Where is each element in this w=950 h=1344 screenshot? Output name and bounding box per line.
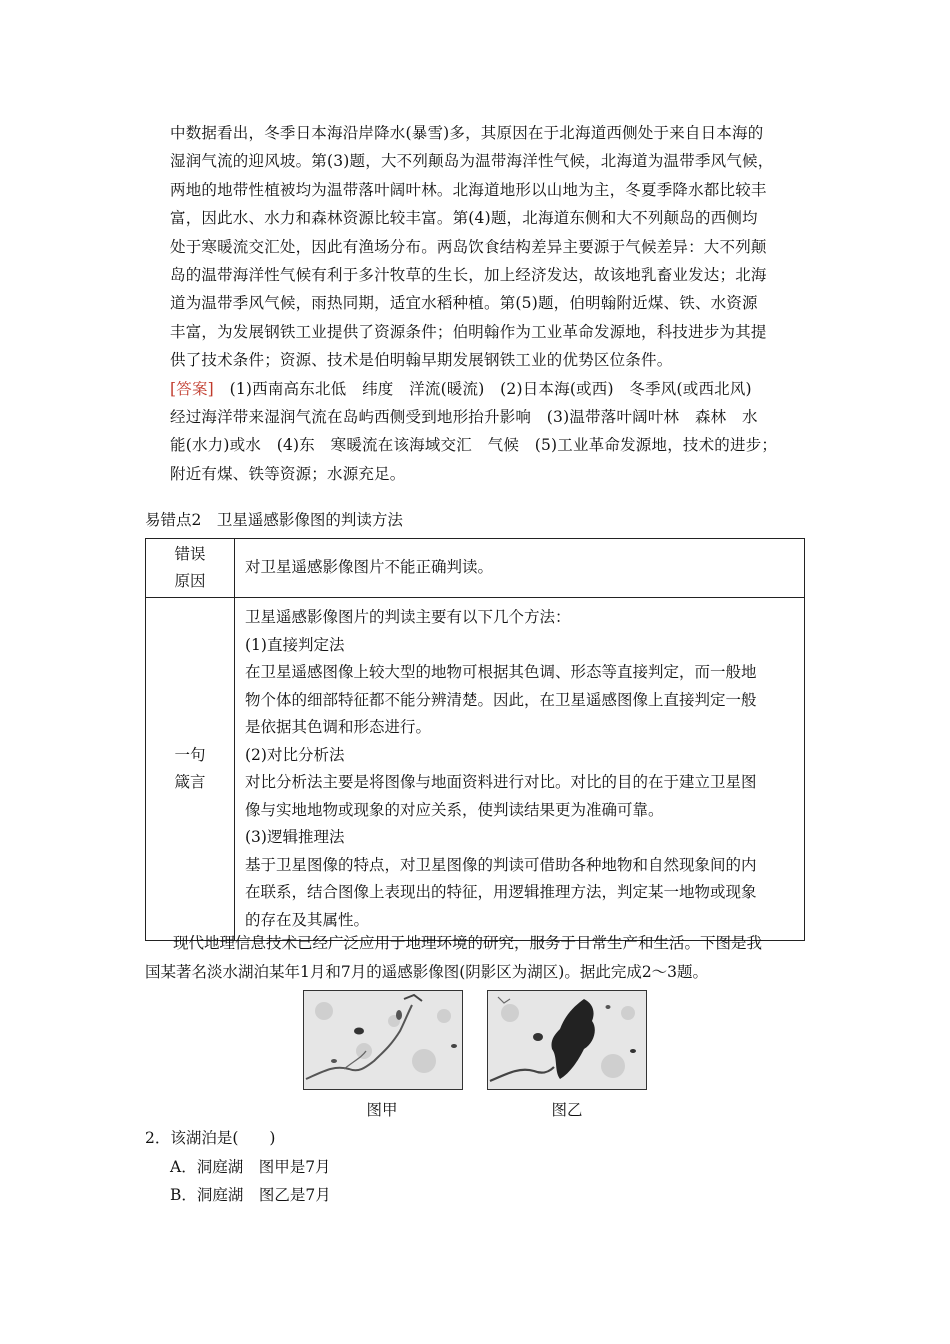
option-a[interactable]: A．洞庭湖 图甲是7月 (170, 1158, 331, 1176)
method-line: 是依据其色调和形态进行。 (245, 718, 432, 736)
method-line: 基于卫星图像的特点，对卫星图像的判读可借助各种地物和自然现象间的内 (245, 855, 757, 874)
satellite-image-jia (303, 990, 463, 1090)
row-label (146, 539, 235, 598)
table-row (146, 539, 805, 598)
section-heading: 易错点2 卫星遥感影像图的判读方法 (145, 511, 403, 529)
error-point-table (145, 538, 805, 941)
method-line: 在卫星遥感图像上较大型的地物可根据其色调、形态等直接判定，而一般地 (245, 663, 757, 681)
row-label-line: 原因 (174, 572, 206, 590)
answer-line: 附近有煤、铁等资源；水源充足。 (170, 464, 406, 483)
option-b[interactable]: B．洞庭湖 图乙是7月 (170, 1186, 331, 1204)
method-line: 在联系，结合图像上表现出的特征，用逻辑推理方法，判定某一地物或现象 (245, 883, 757, 901)
explanation-paragraph (170, 119, 810, 488)
method-line: 物个体的细部特征都不能分辨清楚。因此，在卫星遥感图像上直接判定一般 (245, 690, 757, 709)
answer-text: (1)西南高东北低 纬度 洋流(暖流) (2)日本海(或西) 冬季风(或西北风) (213, 379, 752, 398)
method-line: 像与实地地物或现象的对应关系，使判读结果更为准确可靠。 (245, 800, 664, 819)
answer-line: 经过海洋带来湿润气流在岛屿西侧受到地形抬升影响 (3)温带落叶阔叶林 森林 水 (170, 408, 758, 427)
intro-line: 现代地理信息技术已经广泛应用于地理环境的研究，服务于日常生产和生活。下图是我 (173, 934, 763, 952)
explanation-line: 岛的温带海洋性气候有利于多汁牧草的生长，加上经济发达，故该地乳畜业发达；北海 (170, 266, 767, 285)
intro-line: 国某著名淡水湖泊某年1月和7月的遥感影像图(阴影区为湖区)。据此完成2～3题。 (145, 962, 709, 981)
explanation-line: 富，因此水、水力和森林资源比较丰富。第(4)题，北海道东侧和大不列颠岛的西侧均 (170, 209, 758, 228)
explanation-line: 处于寒暖流交汇处，因此有渔场分布。两岛饮食结构差异主要源于气候差异：大不列颠 (170, 237, 767, 256)
method-line: (3)逻辑推理法 (245, 828, 345, 846)
answer-line: 能(水力)或水 (4)东 寒暖流在该海域交汇 气候 (5)工业革命发源地，技术的进步； (170, 436, 778, 455)
row-content: 对卫星遥感影像图片不能正确判读。 (235, 539, 805, 598)
answer-tag: [答案] (170, 379, 214, 398)
explanation-line: 湿润气流的迎风坡。第(3)题，大不列颠岛为温带海洋性气候，北海道为温带季风气候， (170, 152, 774, 171)
explanation-line: 丰富，为发展钢铁工业提供了资源条件；伯明翰作为工业革命发源地，科技进步为其提 (170, 322, 767, 341)
row-label-line: 箴言 (174, 773, 206, 791)
figure-caption: 图乙 (551, 1101, 583, 1119)
row-content (235, 598, 805, 941)
figure-caption: 图甲 (366, 1101, 398, 1119)
row-label-line: 一句 (174, 746, 206, 764)
method-line: (1)直接判定法 (245, 635, 345, 654)
explanation-line: 两地的地带性植被均为温带落叶阔叶林。北海道地形以山地为主，冬夏季降水都比较丰 (170, 180, 767, 199)
method-line: 对比分析法主要是将图像与地面资料进行对比。对比的目的在于建立卫星图 (245, 773, 757, 791)
row-label-line: 错误 (174, 545, 206, 563)
answer-line (170, 375, 810, 403)
explanation-line: 中数据看出，冬季日本海沿岸降水(暴雪)多，其原因在于北海道西侧处于来自日本海的 (170, 124, 764, 142)
table-row (146, 598, 805, 941)
question-intro (145, 929, 810, 986)
method-line: 卫星遥感影像图片的判读主要有以下几个方法： (245, 608, 571, 626)
explanation-line: 供了技术条件；资源、技术是伯明翰早期发展钢铁工业的优势区位条件。 (170, 351, 673, 370)
method-line: 的存在及其属性。 (245, 910, 370, 929)
satellite-image-yi (487, 990, 647, 1090)
row-label (146, 598, 235, 941)
explanation-line: 道为温带季风气候，雨热同期，适宜水稻种植。第(5)题，伯明翰附近煤、铁、水资源 (170, 294, 758, 313)
question-stem: 2．该湖泊是( ) (145, 1129, 276, 1147)
method-line: (2)对比分析法 (245, 745, 345, 764)
